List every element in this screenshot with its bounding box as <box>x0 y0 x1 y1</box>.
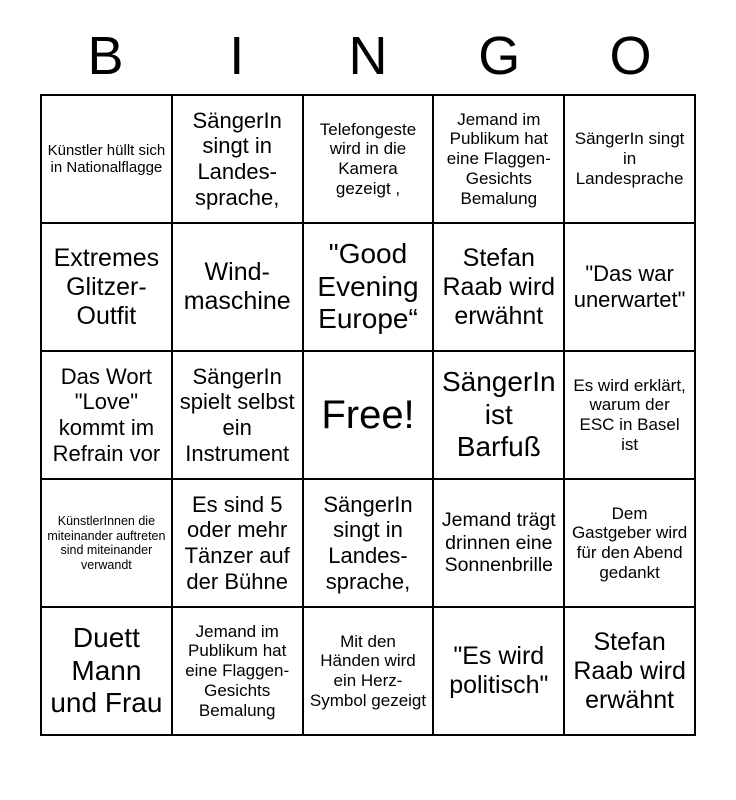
bingo-cell-label: Künstler hüllt sich in Nationalflagge <box>47 141 166 176</box>
bingo-cell[interactable] <box>434 608 565 736</box>
header-letter-b: B <box>87 26 124 86</box>
bingo-cell-label: SängerIn singt in Landes-sprache, <box>192 107 282 210</box>
bingo-cell-label: Duett Mann und Frau <box>50 622 163 719</box>
bingo-cell-label: Dem Gastgeber wird für den Abend gedankt <box>571 503 688 582</box>
bingo-cell-label: Es wird erklärt, warum der ESC in Basel ist <box>573 375 686 454</box>
bingo-cell[interactable] <box>565 224 696 352</box>
bingo-cell[interactable] <box>173 480 304 608</box>
bingo-cell[interactable] <box>304 352 435 480</box>
bingo-cell-label: Stefan Raab wird erwähnt <box>442 243 556 330</box>
bingo-cell-label: Free! <box>321 392 415 437</box>
bingo-cell-label: Telefongeste wird in die Kamera gezeigt , <box>319 119 417 198</box>
bingo-cell[interactable] <box>434 480 565 608</box>
bingo-cell[interactable] <box>42 352 173 480</box>
header-letter-o: O <box>609 26 652 86</box>
bingo-cell[interactable] <box>565 96 696 224</box>
bingo-cell-label: Es sind 5 oder mehr Tänzer auf der Bühne <box>184 491 290 594</box>
bingo-cell[interactable] <box>304 224 435 352</box>
bingo-cell[interactable] <box>42 608 173 736</box>
bingo-cell[interactable] <box>565 352 696 480</box>
bingo-grid <box>40 94 696 736</box>
bingo-cell[interactable] <box>42 480 173 608</box>
header-letter-g: G <box>478 26 521 86</box>
bingo-cell-label: Mit den Händen wird ein Herz-Symbol gezeigt <box>309 631 427 710</box>
bingo-cell-label: "Das war unerwartet" <box>573 261 686 312</box>
bingo-cell[interactable] <box>173 96 304 224</box>
bingo-cell-label: SängerIn singt in Landesprache <box>574 129 685 188</box>
bingo-cell-label: Extremes Glitzer-Outfit <box>53 243 160 330</box>
bingo-cell[interactable] <box>434 224 565 352</box>
bingo-cell-label: Jemand im Publikum hat eine Flaggen-Gesichts Bemalung <box>446 109 551 208</box>
bingo-cell[interactable] <box>173 352 304 480</box>
bingo-cell[interactable] <box>434 352 565 480</box>
bingo-cell-label: SängerIn ist Barfuß <box>441 366 556 463</box>
header-letter-i: I <box>229 26 245 86</box>
bingo-cell-label: Wind-maschine <box>183 258 291 315</box>
bingo-cell-label: "Es wird politisch" <box>449 642 549 699</box>
bingo-cell[interactable] <box>565 480 696 608</box>
bingo-cell-label: SängerIn singt in Landes-sprache, <box>323 491 413 594</box>
bingo-cell-label: "Good Evening Europe“ <box>317 238 419 335</box>
bingo-cell-label: SängerIn spielt selbst ein Instrument <box>179 363 295 466</box>
bingo-header <box>40 26 696 86</box>
bingo-cell-label: Jemand im Publikum hat eine Flaggen-Gesichts Bemalung <box>185 621 290 720</box>
bingo-cell[interactable] <box>173 608 304 736</box>
bingo-cell[interactable] <box>42 224 173 352</box>
bingo-cell[interactable] <box>304 96 435 224</box>
bingo-cell[interactable] <box>173 224 304 352</box>
bingo-cell-label: Jemand trägt drinnen eine Sonnenbrille <box>441 509 556 577</box>
bingo-cell[interactable] <box>304 608 435 736</box>
bingo-cell[interactable] <box>42 96 173 224</box>
bingo-cell-label: KünstlerInnen die miteinander auftreten sind miteinander verwandt <box>47 514 166 572</box>
bingo-cell[interactable] <box>304 480 435 608</box>
bingo-cell[interactable] <box>434 96 565 224</box>
bingo-cell-label: Das Wort "Love" kommt im Refrain vor <box>52 363 161 466</box>
bingo-cell-label: Stefan Raab wird erwähnt <box>573 627 686 714</box>
bingo-cell[interactable] <box>565 608 696 736</box>
header-letter-n: N <box>348 26 388 86</box>
